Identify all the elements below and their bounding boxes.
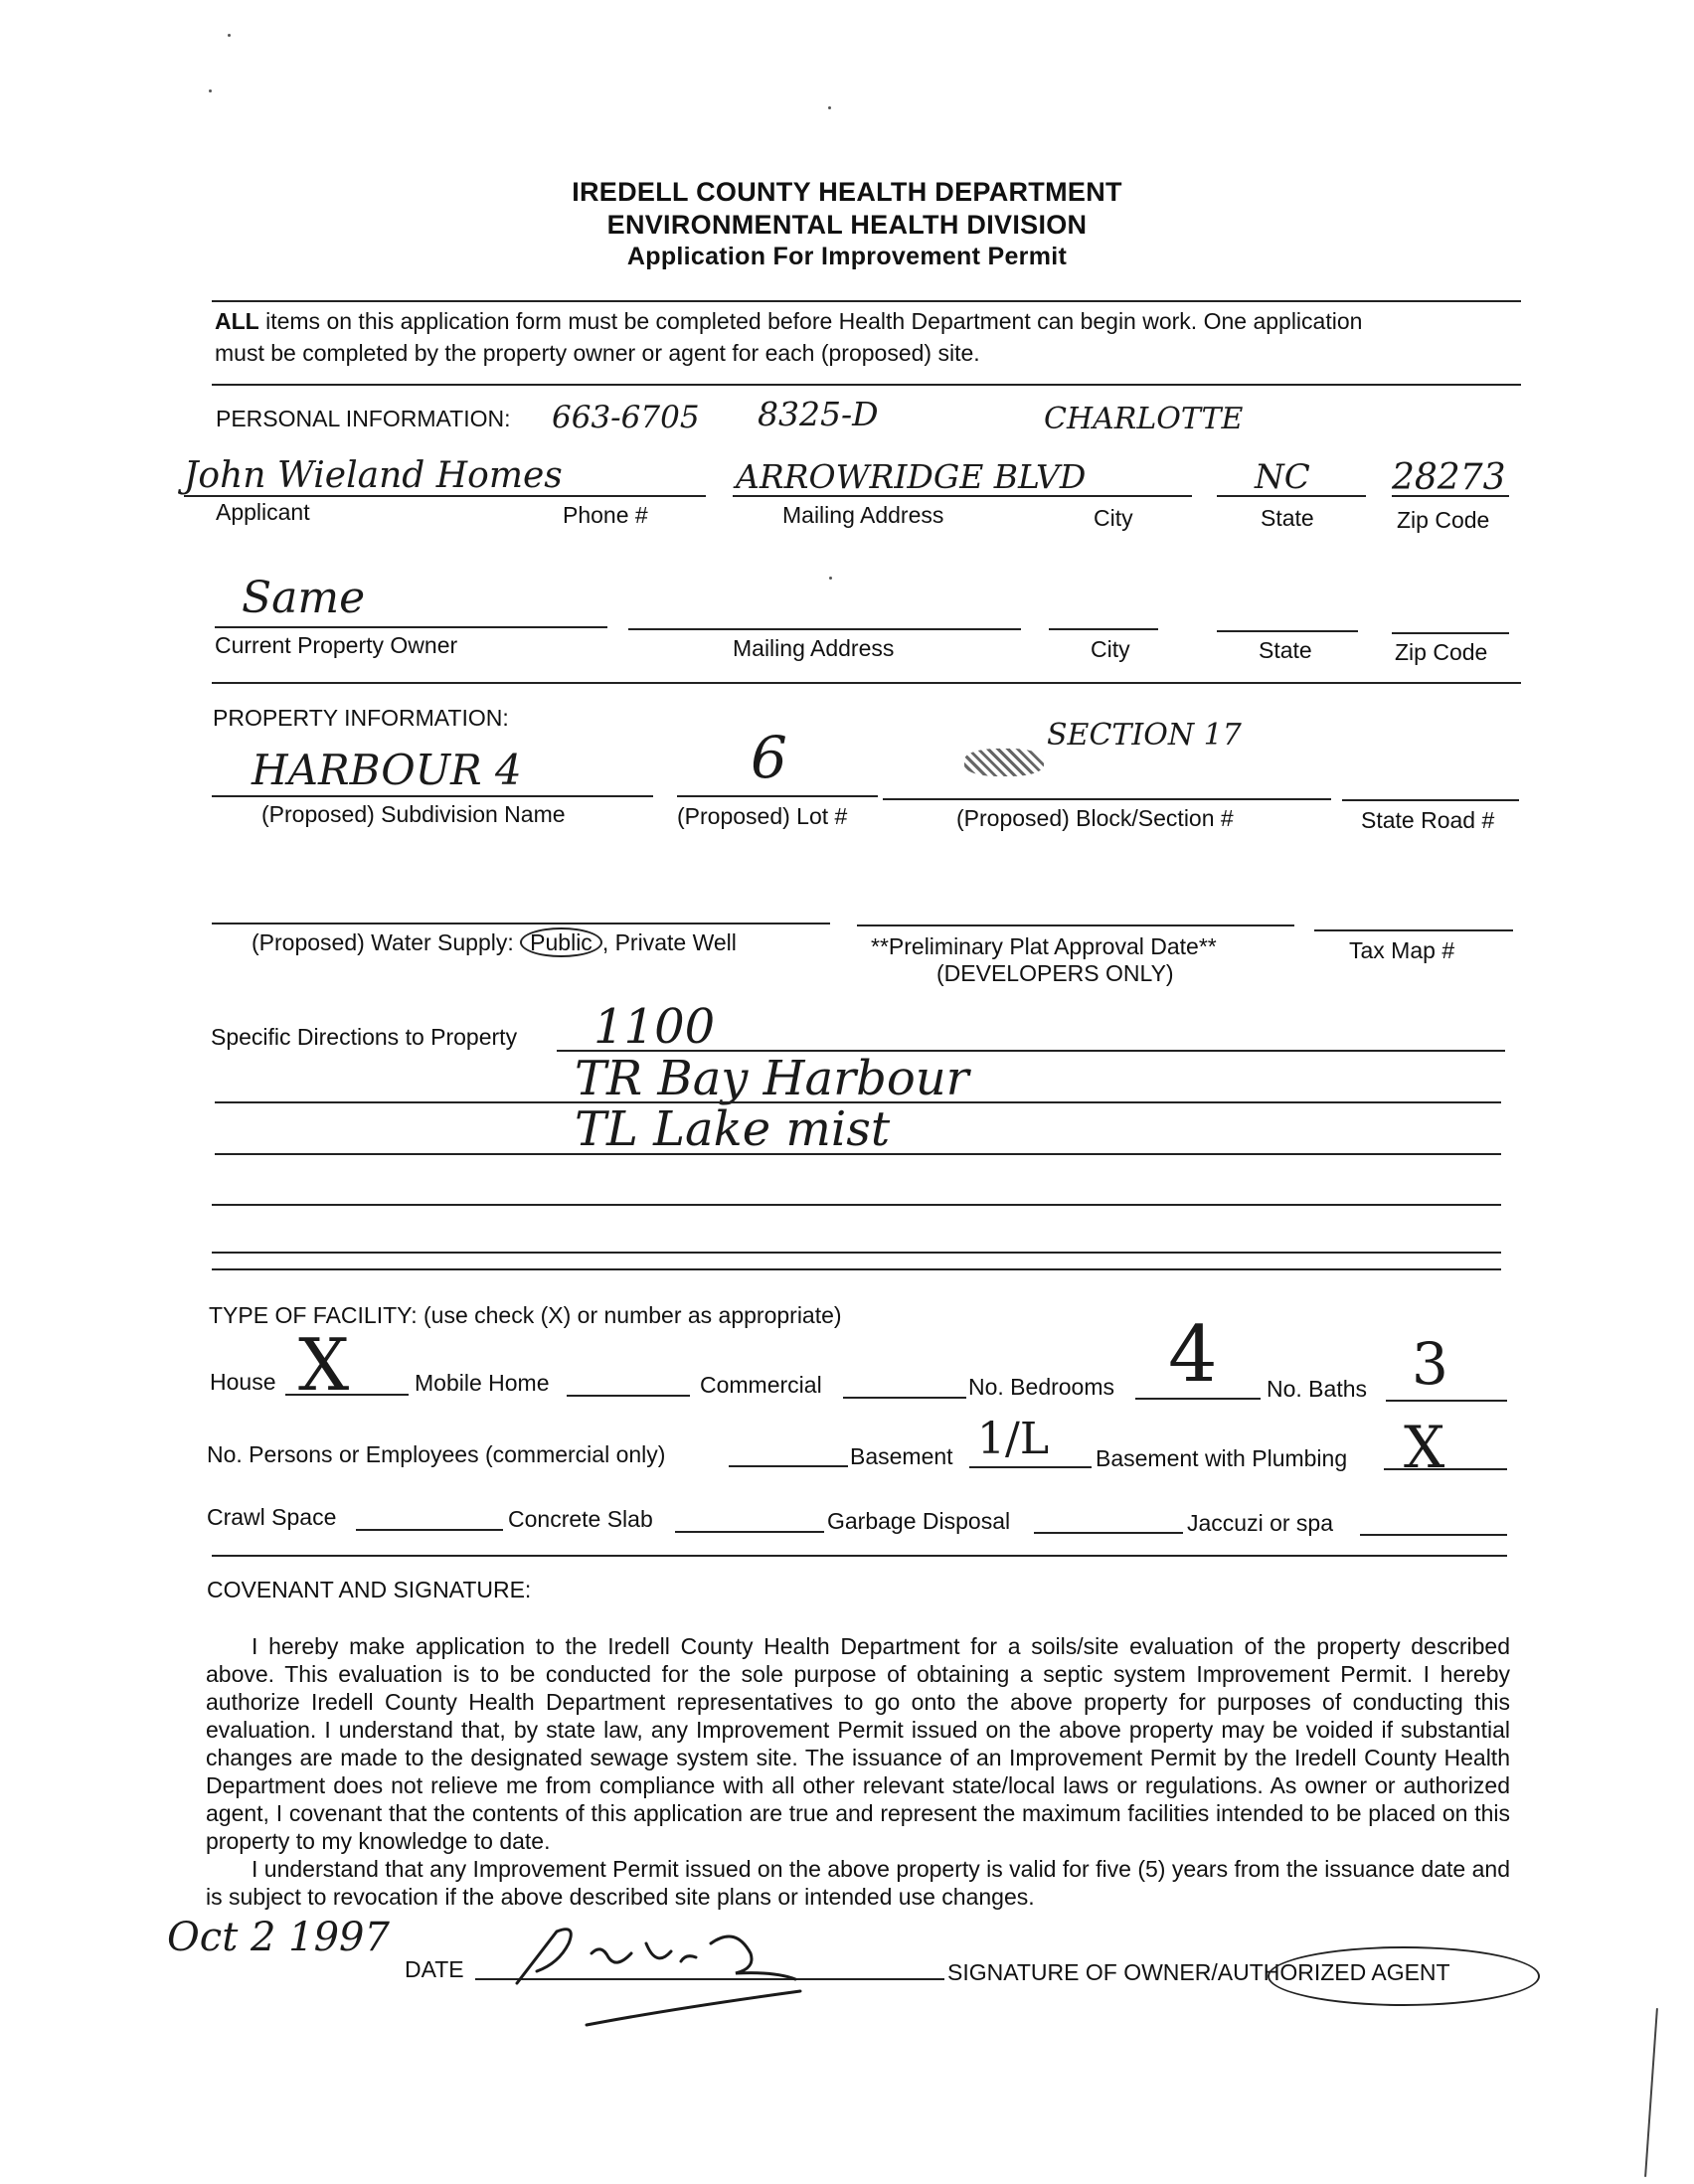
covenant-text [206,1632,1510,1911]
directions-line[interactable] [215,1101,1501,1103]
divider [212,1268,1501,1270]
owner-mailing-line[interactable] [628,628,1021,630]
instructions-text: items on this application form must be completed before Health Department can begin work. One application [258,308,1363,334]
owner-zip-line[interactable] [1392,632,1509,634]
water-supply-label [252,929,737,956]
baths-label: No. Baths [1267,1376,1367,1402]
owner-city-label: City [1091,636,1130,662]
state-label: State [1261,505,1314,531]
date-label: DATE [405,1956,464,1982]
commercial-label: Commercial [700,1372,822,1398]
divider [212,384,1521,386]
covenant-heading: COVENANT AND SIGNATURE: [207,1577,532,1602]
instructions-line-2: must be completed by the property owner or agent for each (proposed) site. [215,340,980,366]
plat-approval-label: **Preliminary Plat Approval Date** [871,933,1217,959]
scan-edge-mark [1644,2008,1658,2177]
handwritten-address-number: 8325-D [758,395,879,433]
applicant-line[interactable] [184,495,706,497]
scan-speck [829,577,832,580]
mailing-address-line[interactable] [733,495,1192,497]
applicant-label: Applicant [216,499,310,525]
directions-line-2: TR Bay Harbour [575,1051,969,1106]
form-title: Application For Improvement Permit [626,243,1068,270]
plat-approval-sublabel: (DEVELOPERS ONLY) [936,960,1174,986]
handwritten-applicant: John Wieland Homes [184,455,563,496]
covenant-paragraph-2: I understand that any Improvement Permit issued on the above property is valid for five (5) years from the issuance date and is subject to revocation if the above described site plans or intended use changes. [206,1856,1510,1910]
lot-line[interactable] [677,795,878,797]
basement-label: Basement [850,1443,953,1469]
scan-speck [209,89,212,92]
handwritten-house: X [298,1323,350,1407]
directions-line[interactable] [557,1050,1505,1052]
owner-mailing-label: Mailing Address [733,635,895,661]
water-public-option: Public [520,927,602,957]
bedrooms-label: No. Bedrooms [968,1374,1115,1400]
directions-line-1: 1100 [593,999,716,1055]
handwritten-lot: 6 [751,724,787,791]
property-info-heading: PROPERTY INFORMATION: [213,705,509,731]
instructions-bold: ALL [215,308,259,334]
owner-line[interactable] [215,626,607,628]
directions-line[interactable] [215,1153,1501,1155]
house-label: House [210,1369,276,1395]
basement-line[interactable] [969,1466,1092,1468]
instructions-line-1 [215,309,1523,333]
handwritten-subdivision: HARBOUR 4 [252,746,522,794]
directions-label: Specific Directions to Property [211,1024,518,1050]
commercial-line[interactable] [843,1397,966,1399]
baths-line[interactable] [1386,1400,1507,1402]
water-supply-suffix: , Private Well [601,929,737,955]
handwritten-city: CHARLOTTE [1044,402,1244,436]
state-line[interactable] [1217,495,1366,497]
owner-label: Current Property Owner [215,632,458,658]
owner-city-line[interactable] [1049,628,1158,630]
zip-line[interactable] [1392,495,1509,497]
subdivision-label: (Proposed) Subdivision Name [261,801,566,827]
basement-plumbing-label: Basement with Plumbing [1096,1445,1348,1471]
persons-label: No. Persons or Employees (commercial only) [207,1441,666,1467]
road-line[interactable] [1342,799,1519,801]
handwritten-date: Oct 2 1997 [167,1915,390,1960]
concrete-slab-line[interactable] [675,1531,824,1533]
mobile-home-line[interactable] [567,1395,690,1397]
owner-state-line[interactable] [1217,630,1358,632]
mobile-home-label: Mobile Home [415,1370,550,1396]
directions-line-3: TL Lake mist [575,1101,891,1157]
divider [212,1555,1507,1557]
authorized-agent-circle [1268,1946,1540,2006]
directions-line[interactable] [212,1252,1501,1254]
water-supply-prefix: (Proposed) Water Supply: [252,929,521,955]
crawl-space-line[interactable] [356,1529,503,1531]
handwritten-zip: 28273 [1392,457,1506,498]
scan-speck [828,106,831,109]
zip-label: Zip Code [1397,507,1490,533]
basement-plumbing-line[interactable] [1384,1468,1507,1470]
owner-state-label: State [1259,637,1312,663]
tax-map-line[interactable] [1314,929,1513,931]
mailing-address-label: Mailing Address [782,502,944,528]
tax-map-label: Tax Map # [1349,937,1455,963]
phone-label: Phone # [563,502,648,528]
scan-speck [228,34,231,37]
jacuzzi-line[interactable] [1360,1534,1507,1536]
handwritten-signature [497,1914,875,2033]
plat-date-line[interactable] [857,924,1294,926]
subdivision-line[interactable] [212,795,653,797]
city-label: City [1094,505,1133,531]
owner-zip-label: Zip Code [1395,639,1488,665]
road-label: State Road # [1361,807,1495,833]
garbage-disposal-line[interactable] [1034,1532,1183,1534]
garbage-disposal-label: Garbage Disposal [827,1508,1011,1534]
scribbled-out-mark [964,749,1044,776]
handwritten-phone: 663-6705 [552,400,700,435]
crawl-space-label: Crawl Space [207,1504,337,1530]
covenant-paragraph-1: I hereby make application to the Iredell County Health Department for a soils/site evaluation of the property described above. This evaluation is to be conducted for the sole purpose of obtaining a septic system Improvement Permit. I hereby authorize Iredell County Health Department representatives to go onto the above property for purposes of conducting this evaluation. I understand that, by state law, any Improvement Permit issued on the above property may be voided if substantial changes are made to the designated sewage system site. The issuance of an Improvement Permit by the Iredell County Health Department does not relieve me from compliance with all other relevant state/local laws or regulations. As owner or authorized agent, I covenant that the contents of this application are true and represent the maximum facilities intended to be placed on this property to my knowledge to date. [206,1633,1510,1854]
directions-line[interactable] [212,1204,1501,1206]
facility-heading: TYPE OF FACILITY: (use check (X) or number as appropriate) [209,1302,842,1328]
division-title: ENVIRONMENTAL HEALTH DIVISION [606,210,1088,240]
divider [212,300,1521,302]
department-title: IREDELL COUNTY HEALTH DEPARTMENT [572,177,1122,207]
persons-line[interactable] [729,1465,848,1467]
concrete-slab-label: Concrete Slab [508,1506,653,1532]
lot-label: (Proposed) Lot # [677,803,848,829]
handwritten-state: NC [1255,457,1310,497]
handwritten-owner: Same [242,573,366,623]
handwritten-section: SECTION 17 [1047,718,1242,753]
block-label: (Proposed) Block/Section # [956,805,1234,831]
handwritten-basement: 1/L [977,1414,1050,1464]
handwritten-basement-plumbing: X [1404,1414,1445,1481]
signature-label: SIGNATURE OF OWNER/AUTHORIZED AGENT [947,1959,1450,1985]
personal-info-heading: PERSONAL INFORMATION: [216,406,511,431]
jacuzzi-label: Jaccuzi or spa [1187,1510,1334,1536]
handwritten-bedrooms: 4 [1168,1310,1218,1400]
water-supply-line[interactable] [212,923,830,924]
divider [212,682,1521,684]
handwritten-street: ARROWRIDGE BLVD [736,457,1087,496]
handwritten-baths: 3 [1412,1330,1448,1398]
block-line[interactable] [883,798,1331,800]
